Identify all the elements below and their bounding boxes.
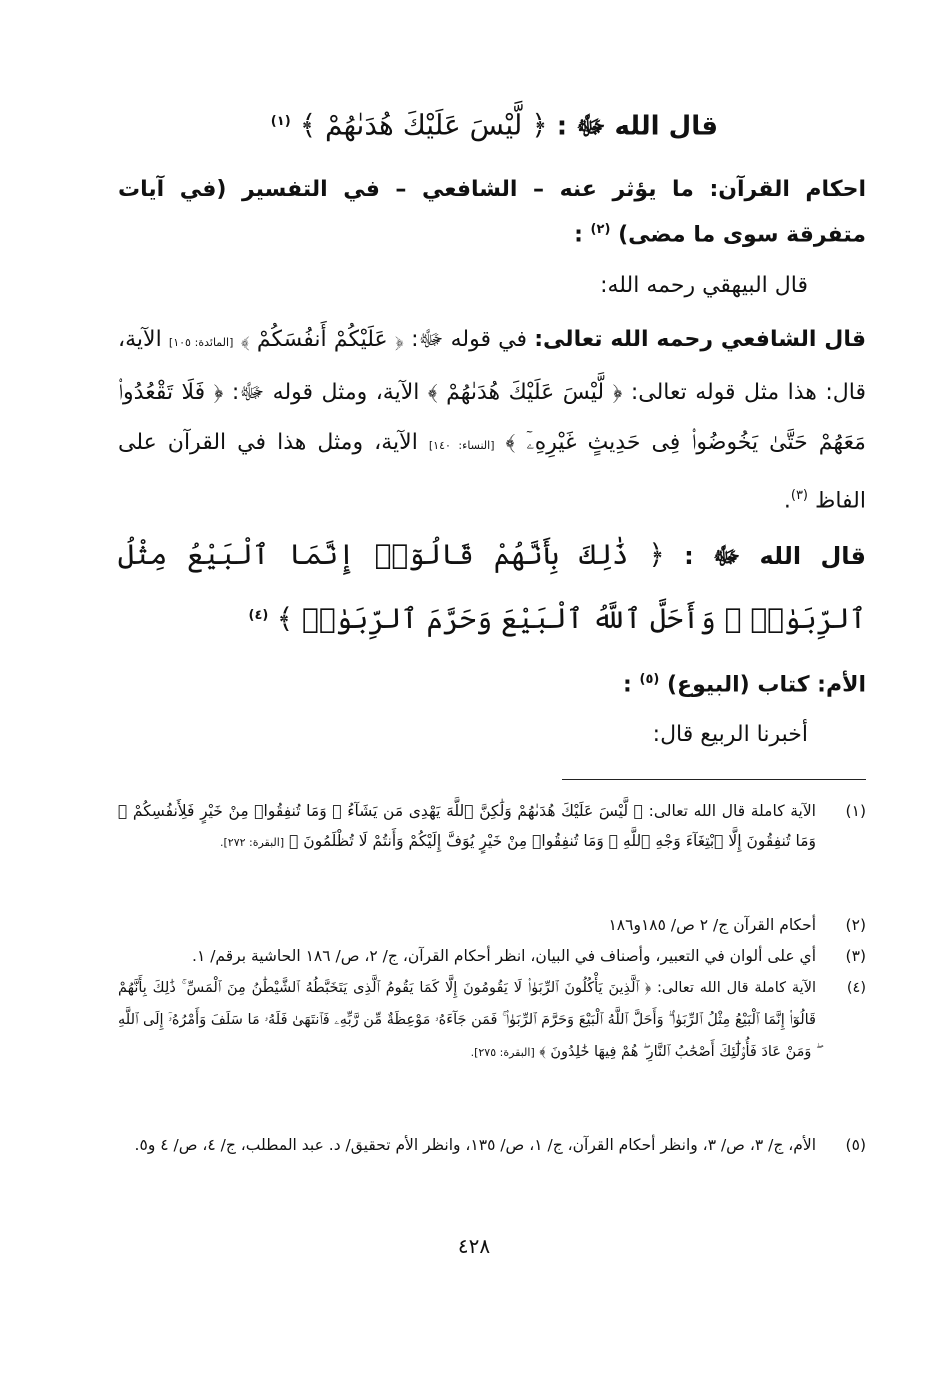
footnote-number: (١): [845, 802, 866, 820]
footnote-1: [118, 796, 866, 858]
footnote-4: [118, 972, 866, 1069]
footnote-body: الأم، ج/ ٣، ص/ ٣، وانظر أحكام القرآن، ج/ ١، ص/ ١٣٥، وانظر الأم تحقيق/ د. عبد المطلب، ج/ ٤، ص/ ٤ و٥.: [134, 1136, 816, 1154]
footnote-number: (٢): [845, 916, 866, 934]
footnote-number: (٤): [846, 980, 866, 996]
footnote-text: [118, 910, 816, 940]
footnote-body: أحكام القرآن ج/ ٢ ص/ ١٨٥و١٨٦: [608, 916, 816, 934]
heading-text: احكام القرآن: ما يؤثر عنه – الشافعي – في التفسير (في آيات متفرقة سوى ما مضى): [118, 177, 866, 248]
footnote-citation: [البقرة: ٢٧٢].: [219, 836, 285, 849]
verse-heading-1: [118, 92, 718, 157]
footnote-ref: (٣): [790, 488, 808, 503]
footnote-ref: (١): [270, 114, 291, 129]
heading-prefix: قال الله ﷻ :: [684, 542, 866, 570]
heading-colon: :: [623, 672, 632, 698]
shafii-paragraph: [118, 315, 866, 526]
footnote-body: أي على ألوان في التعبير، وأصناف في البيان، انظر أحكام القرآن، ج/ ٢، ص/ ١٨٦ الحاشية برقم/ ١.: [192, 947, 816, 965]
paragraph-lead: قال الشافعي رحمه الله تعالى:: [534, 327, 867, 352]
heading-colon: :: [574, 222, 583, 248]
narrator-line: قال البيهقي رحمه الله:: [600, 273, 808, 298]
footnote-text: [118, 1130, 816, 1160]
footnote-citation: [البقرة: ٢٧٥].: [470, 1046, 535, 1059]
footnote-5: [118, 1130, 866, 1160]
quran-verse: ﴿ لَّيْسَ عَلَيْكَ هُدَىٰهُمْ ﴾: [299, 108, 548, 142]
footnote-body: الآية كاملة قال الله تعالى: ﴿ لَّيْسَ عَلَيْكَ هُدَىٰهُمْ وَلَٰكِنَّ ٱللَّهَ يَهْدِى مَن يَشَآءُ ۗ وَمَا تُنفِقُوا۟ مِنْ خَيْرٍ فَلِأَنفُسِكُمْ ۚ وَمَا تُنفِقُونَ إِلَّا ٱبْتِغَآءَ وَجْهِ ٱللَّهِ ۚ وَمَا تُنفِقُوا۟ مِنْ خَيْرٍ يُوَفَّ إِلَيْكُمْ وَأَنتُمْ لَا تُظْلَمُونَ ﴾: [118, 802, 816, 850]
heading-prefix: قال الله ﷻ :: [556, 111, 718, 142]
paragraph-text-3: الآية، ومثل هذا في القرآن على الفاظ: [118, 430, 866, 514]
narrator-line-2: أخبرنا الربيع قال:: [652, 722, 808, 747]
heading-text: الأم: كتاب (البيوع): [667, 672, 866, 698]
footnote-text: [118, 972, 816, 1069]
citation-nisa: [النساء: ١٤٠]: [428, 439, 495, 452]
section-heading-umm: [118, 660, 866, 705]
footnote-text: [118, 796, 816, 858]
page-number: ٤٢٨: [457, 1234, 491, 1258]
footnote-ref: (٤): [248, 608, 269, 623]
footnote-2: [118, 910, 866, 940]
footnote-divider: [562, 779, 866, 780]
footnote-body: الآية كاملة قال الله تعالى: ﴿ ٱلَّذِينَ يَأْكُلُونَ ٱلرِّبَوٰا۟ لَا يَقُومُونَ إِلَّا كَمَا يَقُومُ ٱلَّذِى يَتَخَبَّطُهُ ٱلشَّيْطَٰنُ مِنَ ٱلْمَسِّ ۚ ذَٰلِكَ بِأَنَّهُمْ قَالُوٓا۟ إِنَّمَا ٱلْبَيْعُ مِثْلُ ٱلرِّبَوٰا۟ ۗ وَأَحَلَّ ٱللَّهُ ٱلْبَيْعَ وَحَرَّمَ ٱلرِّبَوٰا۟ ۚ فَمَن جَآءَهُۥ مَوْعِظَةٌ مِّن رَّبِّهِۦ فَٱنتَهَىٰ فَلَهُۥ مَا سَلَفَ وَأَمْرُهُۥٓ إِلَى ٱللَّهِ ۖ وَمَنْ عَادَ فَأُو۟لَٰٓئِكَ أَصْحَٰبُ ٱلنَّارِ ۖ هُمْ فِيهَا خَٰلِدُونَ ﴾: [118, 980, 816, 1060]
footnote-number: (٣): [845, 947, 866, 965]
verse-heading-2: [118, 525, 866, 650]
paragraph-text-2: الآية، قال: هذا مثل قوله تعالى: ﴿ لَّيْسَ عَلَيْكَ هُدَىٰهُمْ ﴾ الآية، ومثل قوله ﷻ: ﴿ فَلَا تَقْعُدُوا۟ مَعَهُمْ حَتَّىٰ يَخُوضُوا۟ فِى حَدِيثٍ غَيْرِهِۦٓ ﴾: [118, 327, 866, 455]
citation-maida: [المائدة: ١٠٥]: [168, 336, 234, 349]
footnote-ref: (٥): [639, 672, 660, 687]
footnote-3: [118, 941, 866, 971]
footnote-ref: (٢): [590, 222, 611, 237]
section-heading-ahkam: [118, 170, 866, 255]
footnote-number: (٥): [845, 1136, 866, 1154]
paragraph-end: .: [783, 488, 791, 514]
footnote-text: [118, 941, 816, 971]
paragraph-text-1: في قوله ﷻ: ﴿ عَلَيْكُمْ أَنفُسَكُمْ ﴾: [240, 327, 528, 352]
quran-verse: ﴿ ذَٰلِكَ بِأَنَّهُمْ قَالُوٓا۟ إِنَّمَا ٱلْبَيْعُ مِثْلُ ٱلرِّبَوٰا۟ ۗ وَأَحَلَّ ٱللَّهُ ٱلْبَيْعَ وَحَرَّمَ ٱلرِّبَوٰا۟ ﴾: [118, 538, 866, 635]
